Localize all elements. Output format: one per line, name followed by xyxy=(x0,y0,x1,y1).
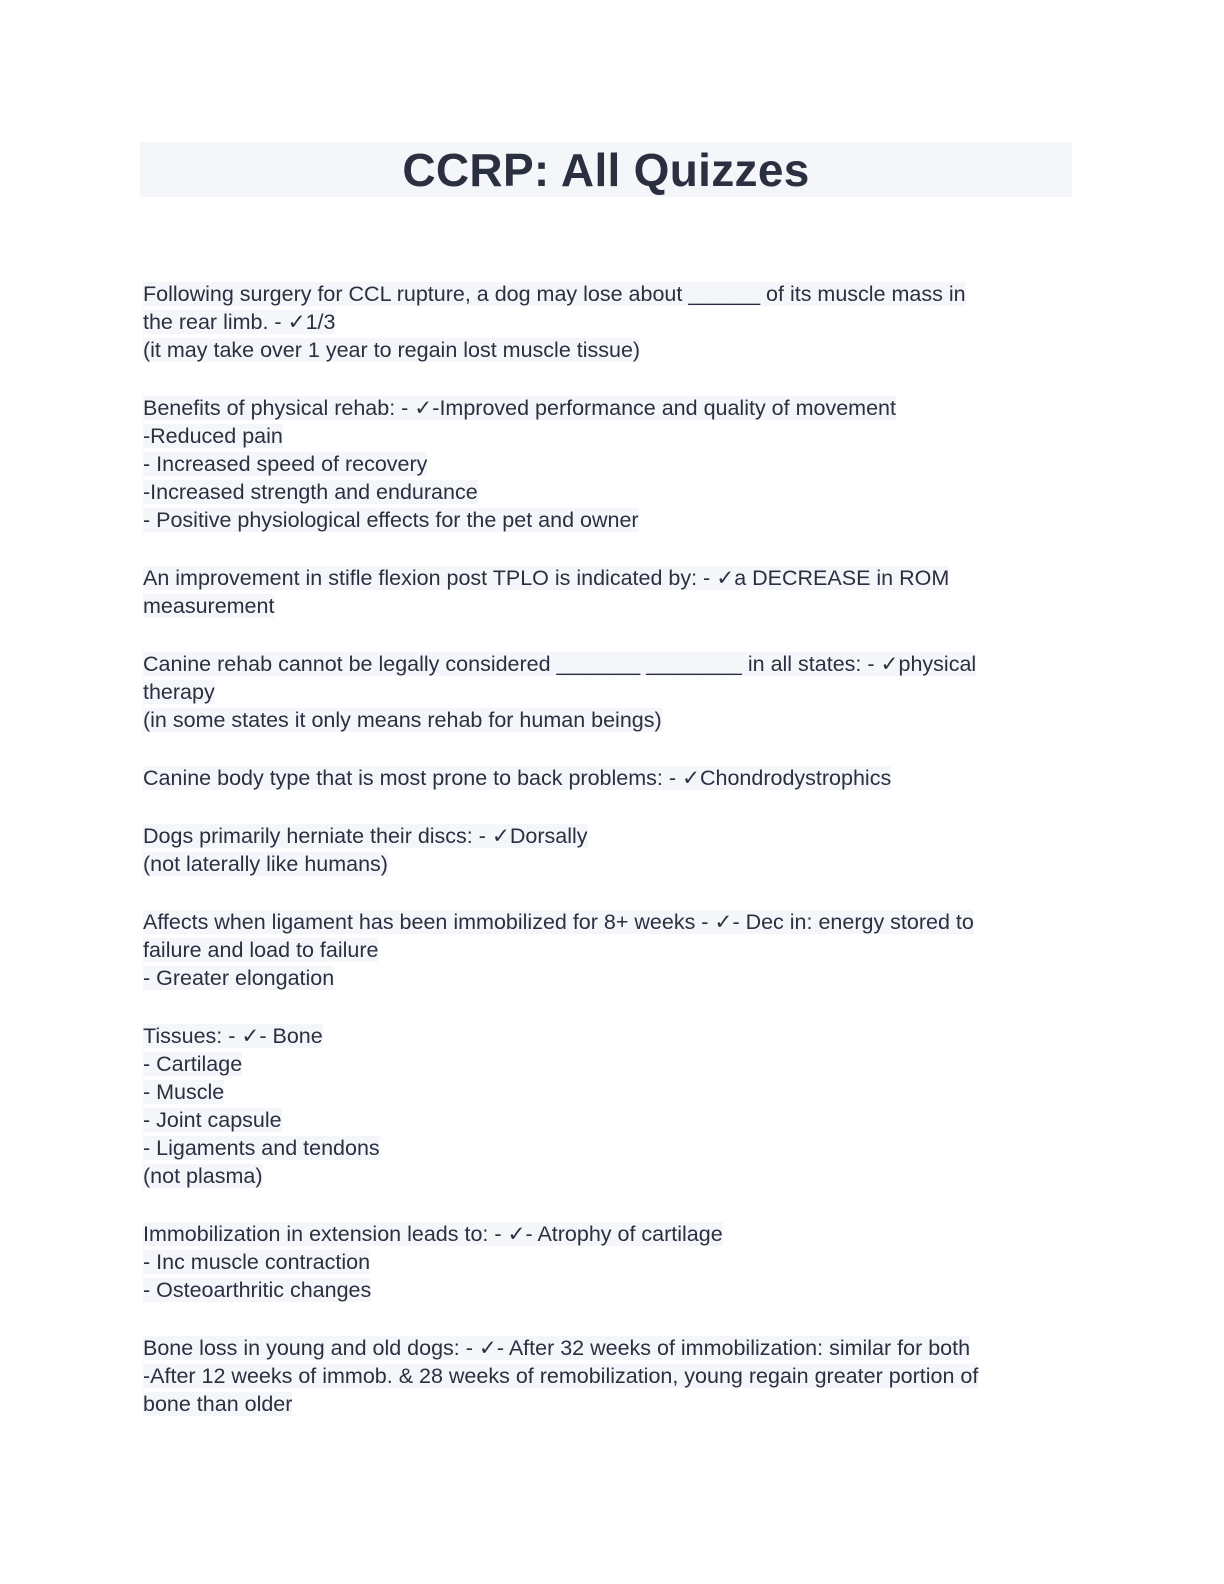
quiz-line: Immobilization in extension leads to: - ✓- Atrophy of cartilage xyxy=(143,1222,723,1246)
quiz-item xyxy=(143,650,1073,734)
quiz-line: Affects when ligament has been immobilized for 8+ weeks - ✓- Dec in: energy stored to xyxy=(143,910,974,934)
quiz-line: - Increased speed of recovery xyxy=(143,452,428,476)
quiz-line: Dogs primarily herniate their discs: - ✓Dorsally xyxy=(143,824,588,848)
quiz-line: failure and load to failure xyxy=(143,938,379,962)
quiz-line: (in some states it only means rehab for human beings) xyxy=(143,708,662,732)
quiz-line: - Greater elongation xyxy=(143,966,335,990)
quiz-line: (it may take over 1 year to regain lost muscle tissue) xyxy=(143,338,641,362)
quiz-line: Benefits of physical rehab: - ✓-Improved performance and quality of movement xyxy=(143,396,896,420)
quiz-line: Canine body type that is most prone to back problems: - ✓Chondrodystrophics xyxy=(143,766,892,790)
quiz-line: -Reduced pain xyxy=(143,424,283,448)
quiz-line: Canine rehab cannot be legally considered _______ ________ in all states: - ✓physical xyxy=(143,652,977,676)
quiz-item xyxy=(143,822,1073,878)
quiz-line: - Muscle xyxy=(143,1080,225,1104)
quiz-item xyxy=(143,1220,1073,1304)
quiz-line: -After 12 weeks of immob. & 28 weeks of remobilization, young regain greater portion of xyxy=(143,1364,979,1388)
quiz-item xyxy=(143,764,1073,792)
quiz-item xyxy=(143,1022,1073,1190)
quiz-line: Bone loss in young and old dogs: - ✓- After 32 weeks of immobilization: similar for both xyxy=(143,1336,971,1360)
quiz-item xyxy=(143,280,1073,364)
quiz-item xyxy=(143,564,1073,620)
quiz-line: (not laterally like humans) xyxy=(143,852,388,876)
quiz-item xyxy=(143,394,1073,534)
page-title: CCRP: All Quizzes xyxy=(402,144,810,196)
quiz-line: - Ligaments and tendons xyxy=(143,1136,380,1160)
title-band xyxy=(140,142,1072,197)
quiz-line: bone than older xyxy=(143,1392,293,1416)
quiz-line: the rear limb. - ✓1/3 xyxy=(143,310,336,334)
quiz-line: Tissues: - ✓- Bone xyxy=(143,1024,323,1048)
quiz-line: - Osteoarthritic changes xyxy=(143,1278,372,1302)
quiz-line: therapy xyxy=(143,680,215,704)
quiz-line: measurement xyxy=(143,594,275,618)
quiz-line: (not plasma) xyxy=(143,1164,263,1188)
quiz-line: - Cartilage xyxy=(143,1052,243,1076)
quiz-line: -Increased strength and endurance xyxy=(143,480,478,504)
quiz-line: - Joint capsule xyxy=(143,1108,282,1132)
quiz-line: Following surgery for CCL rupture, a dog may lose about ______ of its muscle mass in xyxy=(143,282,966,306)
quiz-line: An improvement in stifle flexion post TPLO is indicated by: - ✓a DECREASE in ROM xyxy=(143,566,950,590)
quiz-content xyxy=(143,280,1073,1448)
quiz-item xyxy=(143,1334,1073,1418)
quiz-line: - Positive physiological effects for the pet and owner xyxy=(143,508,639,532)
quiz-line: - Inc muscle contraction xyxy=(143,1250,371,1274)
quiz-item xyxy=(143,908,1073,992)
